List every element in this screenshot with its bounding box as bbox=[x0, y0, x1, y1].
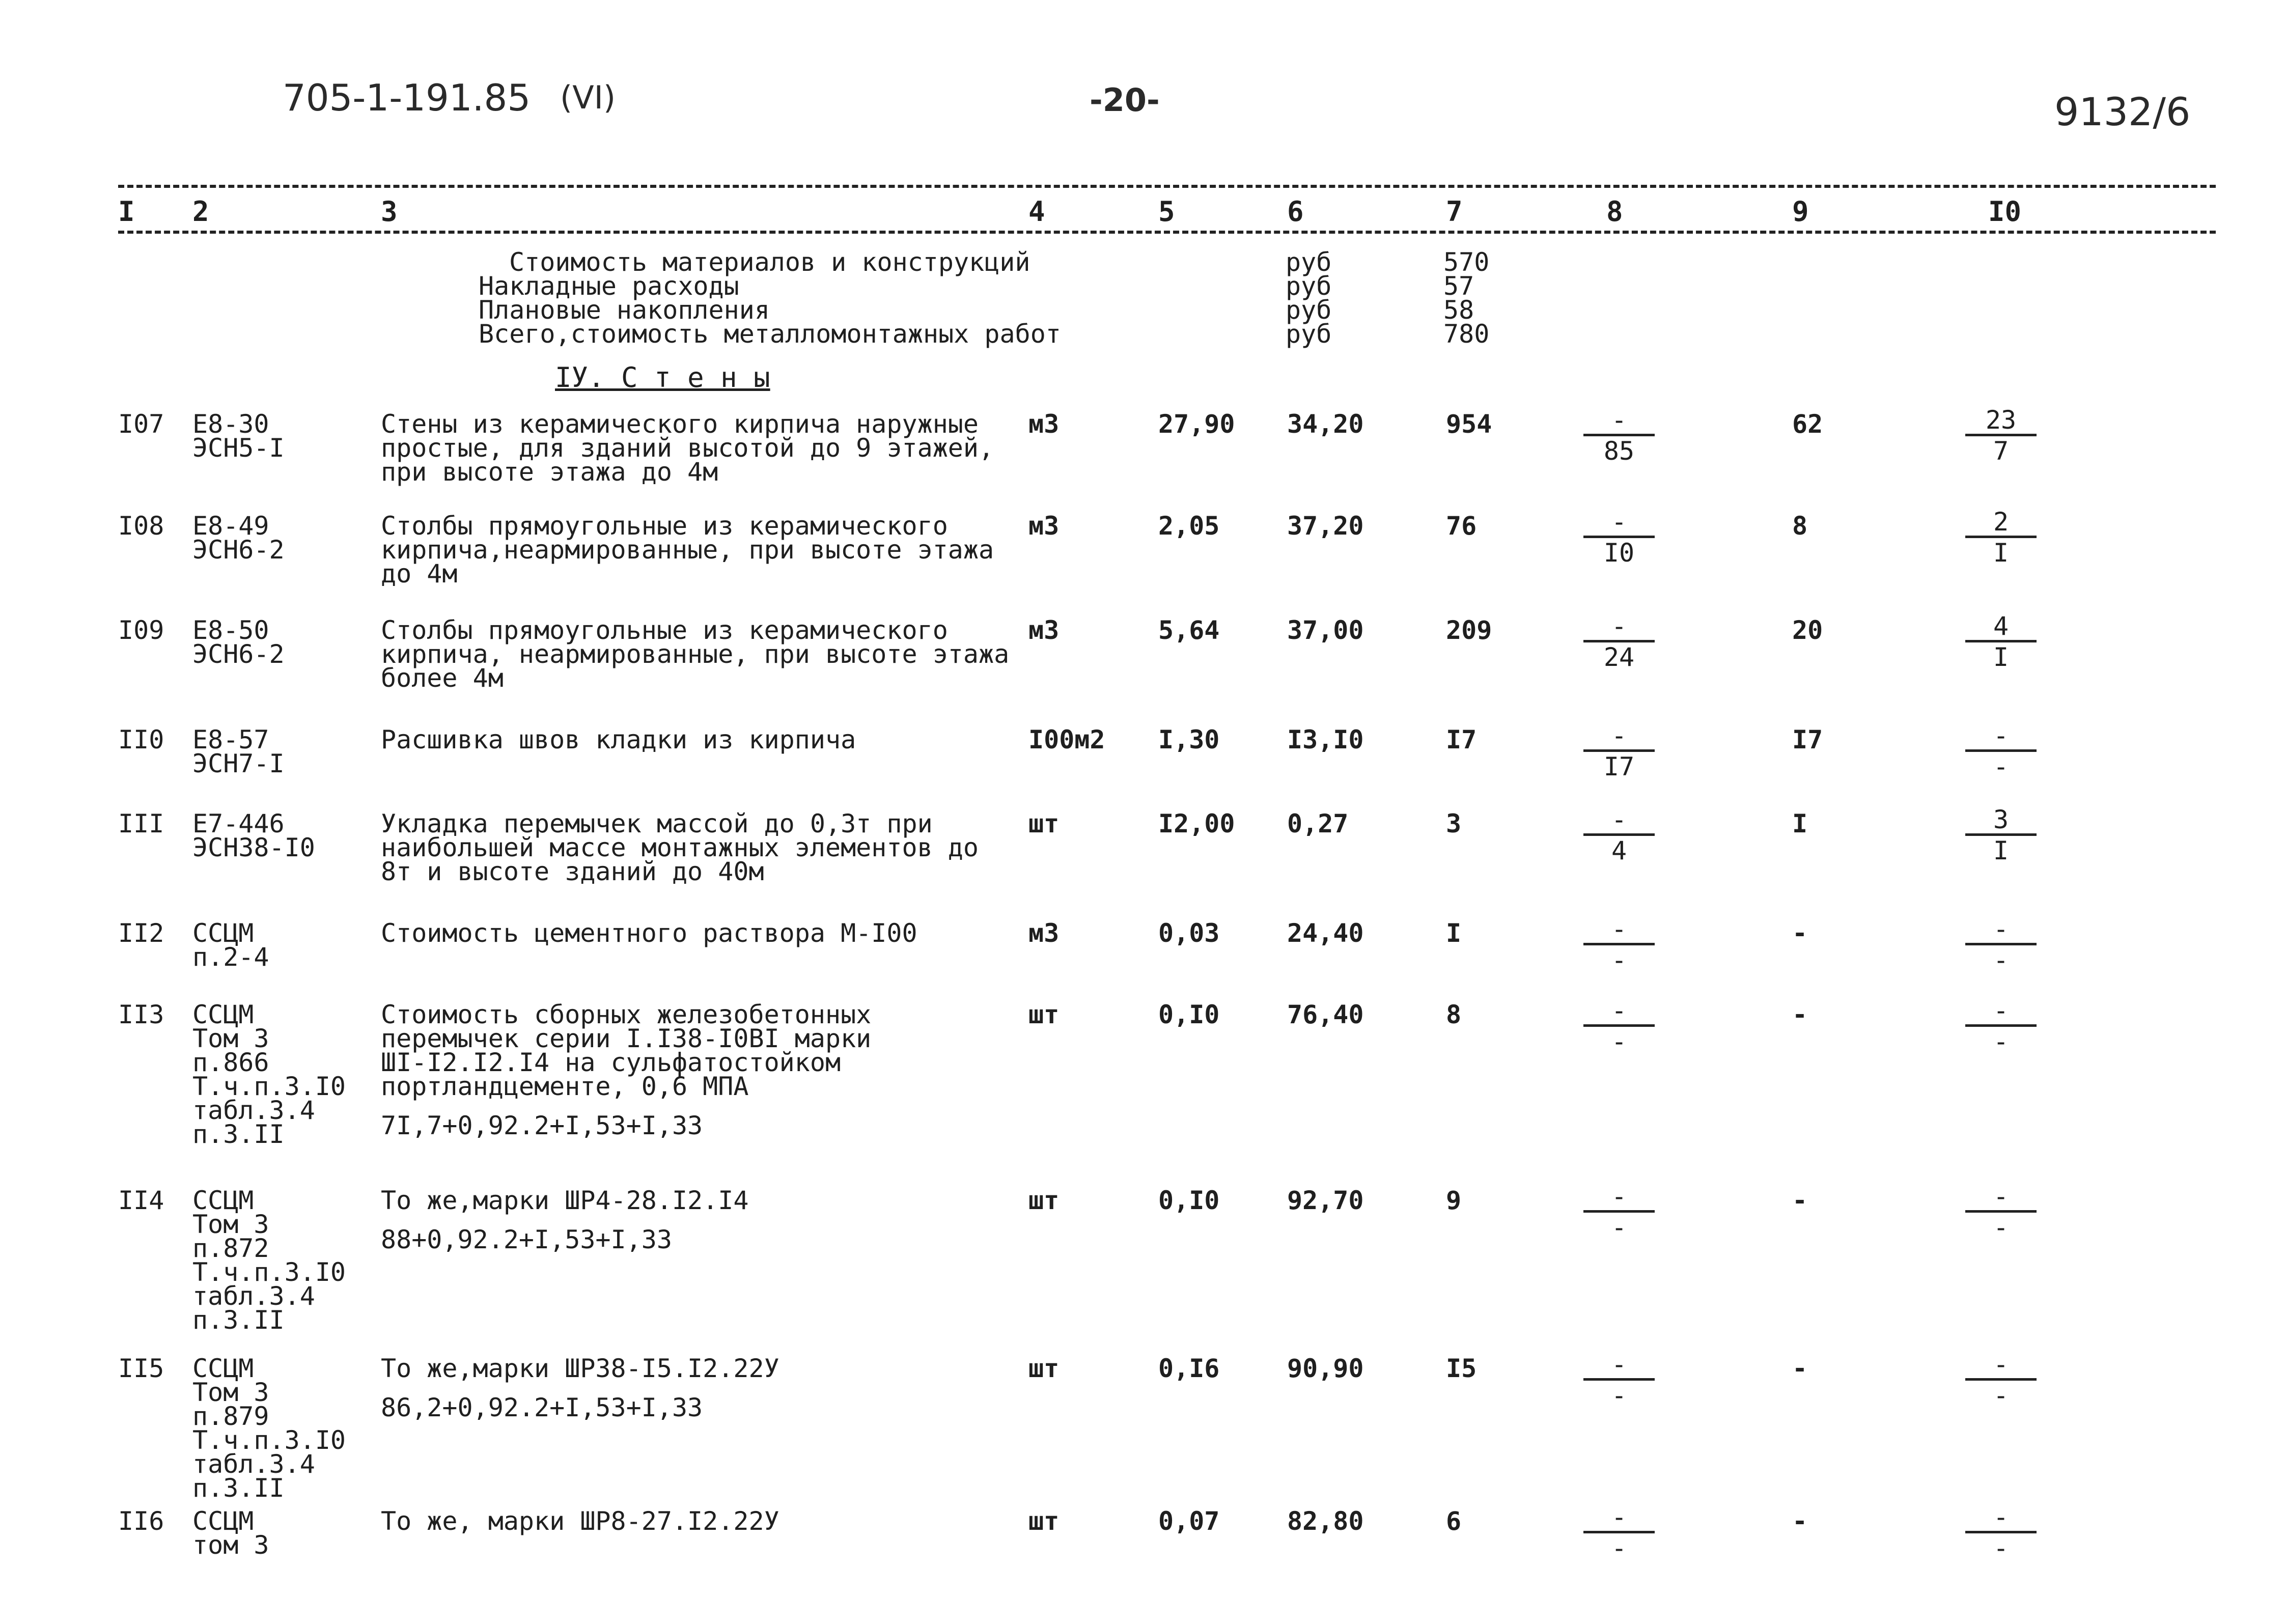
unit-price: 82,80 bbox=[1287, 1506, 1364, 1536]
doc-code: 705-1-191.85 bbox=[283, 76, 531, 119]
top-rule bbox=[118, 185, 2216, 188]
total-cost: 9 bbox=[1446, 1186, 1462, 1215]
rate-code-line: Е8-57 bbox=[192, 725, 269, 754]
volume-mark: (VI) bbox=[560, 79, 616, 116]
col10-fraction bbox=[1965, 807, 2037, 863]
rate-code-line: ССЦМ bbox=[192, 918, 254, 948]
summary-value: 570 bbox=[1443, 247, 1490, 277]
rate-code bbox=[192, 615, 285, 669]
row-number: I08 bbox=[118, 511, 164, 541]
row-number: II4 bbox=[118, 1186, 164, 1215]
summary-value: 780 bbox=[1443, 319, 1490, 349]
col10-fraction-top: - bbox=[1993, 721, 2009, 750]
rate-code-line: п.3.II bbox=[192, 1119, 285, 1149]
unit: м3 bbox=[1028, 615, 1060, 645]
col10-fraction-bottom: I bbox=[1993, 836, 2009, 865]
section-title: IУ. С т е н ы bbox=[555, 361, 770, 394]
col10-fraction-top: 2 bbox=[1993, 507, 2009, 537]
work-description-line: Стоимость цементного раствора М-I00 bbox=[381, 918, 917, 948]
summary-value: 57 bbox=[1443, 271, 1474, 301]
work-description-line: наибольшей массе монтажных элементов до bbox=[381, 833, 979, 862]
quantity: 0,07 bbox=[1158, 1506, 1220, 1536]
col-num-1: I bbox=[118, 195, 135, 228]
col8-fraction-top: - bbox=[1611, 405, 1627, 435]
price-formula: 86,2+0,92.2+I,53+I,33 bbox=[381, 1393, 703, 1422]
quantity: 2,05 bbox=[1158, 511, 1220, 541]
rate-code-line: Е8-30 bbox=[192, 409, 269, 439]
total-cost: 209 bbox=[1446, 615, 1492, 645]
rate-code-line: том 3 bbox=[192, 1530, 269, 1560]
unit-price: 90,90 bbox=[1287, 1354, 1364, 1383]
total-cost: 954 bbox=[1446, 409, 1492, 439]
col9-value: - bbox=[1792, 1186, 1808, 1215]
col9-value: 20 bbox=[1792, 615, 1823, 645]
rate-code bbox=[192, 918, 269, 972]
col8-fraction bbox=[1583, 407, 1655, 464]
col10-fraction-bottom: - bbox=[1993, 1533, 2009, 1563]
col8-fraction bbox=[1583, 1184, 1655, 1240]
work-description-line: более 4м bbox=[381, 663, 504, 693]
col10-fraction-bottom: I bbox=[1993, 642, 2009, 672]
rate-code-line: Т.ч.п.3.I0 bbox=[192, 1425, 346, 1455]
work-description-line: Столбы прямоугольные из керамического bbox=[381, 615, 948, 645]
work-description bbox=[381, 809, 979, 886]
col9-value: 62 bbox=[1792, 409, 1823, 439]
col8-fraction-bottom: - bbox=[1611, 1533, 1627, 1563]
col10-fraction-top: - bbox=[1993, 1502, 2009, 1532]
work-description-line: кирпича, неармированные, при высоте этажа bbox=[381, 639, 1010, 669]
work-description-line: То же,марки ШР38-I5.I2.22У bbox=[381, 1354, 779, 1383]
col10-fraction bbox=[1965, 1504, 2037, 1561]
quantity: 0,03 bbox=[1158, 918, 1220, 948]
rate-code-line: Т.ч.п.3.I0 bbox=[192, 1072, 346, 1101]
rate-code bbox=[192, 511, 285, 565]
summary-unit: руб bbox=[1286, 319, 1332, 349]
row-number: II3 bbox=[118, 1000, 164, 1029]
col8-fraction-top: - bbox=[1611, 1502, 1627, 1532]
rate-code-line: табл.3.4 bbox=[192, 1449, 315, 1479]
work-description bbox=[381, 1000, 872, 1101]
quantity: 0,I6 bbox=[1158, 1354, 1220, 1383]
row-number: II6 bbox=[118, 1506, 164, 1536]
rate-code-line: Том 3 bbox=[192, 1378, 269, 1407]
col-num-3: 3 bbox=[381, 195, 398, 228]
col10-fraction-top: 4 bbox=[1993, 611, 2009, 641]
col10-fraction bbox=[1965, 916, 2037, 973]
work-description-line: Стены из керамического кирпича наружные bbox=[381, 409, 979, 439]
work-description-line: перемычек серии I.I38-I0ВI марки bbox=[381, 1024, 872, 1053]
rate-code-line: ССЦМ bbox=[192, 1506, 254, 1536]
quantity: 27,90 bbox=[1158, 409, 1235, 439]
rate-code bbox=[192, 725, 285, 778]
col10-fraction-bottom: - bbox=[1993, 945, 2009, 975]
col9-value: I7 bbox=[1792, 725, 1823, 754]
col8-fraction-top: - bbox=[1611, 507, 1627, 537]
unit: шт bbox=[1028, 1354, 1060, 1383]
unit: I00м2 bbox=[1028, 725, 1105, 754]
total-cost: 8 bbox=[1446, 1000, 1462, 1029]
summary-label: Плановые накопления bbox=[479, 295, 770, 325]
rate-code-line: ЭСН6-2 bbox=[192, 639, 285, 669]
total-cost: 3 bbox=[1446, 809, 1462, 838]
summary-label: Стоимость материалов и конструкций bbox=[509, 247, 1030, 277]
work-description-line: То же, марки ШР8-27.I2.22У bbox=[381, 1506, 779, 1536]
rate-code-line: табл.3.4 bbox=[192, 1096, 315, 1125]
work-description-line: при высоте этажа до 4м bbox=[381, 457, 718, 487]
col10-fraction bbox=[1965, 613, 2037, 670]
header-rule bbox=[118, 231, 2216, 234]
rate-code-line: п.879 bbox=[192, 1402, 269, 1431]
work-description-line: Расшивка швов кладки из кирпича bbox=[381, 725, 856, 754]
row-number: II5 bbox=[118, 1354, 164, 1383]
work-description-line: простые, для зданий высотой до 9 этажей, bbox=[381, 433, 994, 463]
work-description-line: Укладка перемычек массой до 0,3т при bbox=[381, 809, 933, 838]
total-cost: I5 bbox=[1446, 1354, 1477, 1383]
col10-fraction-top: 23 bbox=[1985, 405, 2017, 435]
price-formula: 88+0,92.2+I,53+I,33 bbox=[381, 1225, 672, 1254]
rate-code-line: Т.ч.п.3.I0 bbox=[192, 1257, 346, 1287]
rate-code-line: п.872 bbox=[192, 1234, 269, 1263]
col8-fraction-bottom: - bbox=[1611, 945, 1627, 975]
col8-fraction bbox=[1583, 916, 1655, 973]
col-num-10: I0 bbox=[1988, 195, 2022, 228]
col10-fraction-bottom: - bbox=[1993, 1027, 2009, 1056]
rate-code-line: Том 3 bbox=[192, 1210, 269, 1239]
row-number: II2 bbox=[118, 918, 164, 948]
col9-value: 8 bbox=[1792, 511, 1808, 541]
rate-code bbox=[192, 1186, 346, 1335]
unit: м3 bbox=[1028, 511, 1060, 541]
quantity: 0,I0 bbox=[1158, 1186, 1220, 1215]
col8-fraction-top: - bbox=[1611, 805, 1627, 834]
unit: шт bbox=[1028, 1000, 1060, 1029]
unit-price: 37,00 bbox=[1287, 615, 1364, 645]
col10-fraction-bottom: I bbox=[1993, 538, 2009, 568]
unit: шт bbox=[1028, 1506, 1060, 1536]
col10-fraction-bottom: - bbox=[1993, 1381, 2009, 1410]
unit: м3 bbox=[1028, 409, 1060, 439]
col-num-8: 8 bbox=[1606, 195, 1623, 228]
rate-code-line: п.3.II bbox=[192, 1473, 285, 1503]
work-description-line: Столбы прямоугольные из керамического bbox=[381, 511, 948, 541]
unit-price: 0,27 bbox=[1287, 809, 1349, 838]
rate-code-line: п.866 bbox=[192, 1048, 269, 1077]
rate-code-line: ЭСН38-I0 bbox=[192, 833, 315, 862]
work-description bbox=[381, 725, 856, 754]
total-cost: I7 bbox=[1446, 725, 1477, 754]
col8-fraction-top: - bbox=[1611, 914, 1627, 944]
rate-code-line: Е7-446 bbox=[192, 809, 285, 838]
work-description-line: портландцементе, 0,6 МПА bbox=[381, 1072, 749, 1101]
quantity: I2,00 bbox=[1158, 809, 1235, 838]
col10-fraction-bottom: - bbox=[1993, 752, 2009, 781]
work-description bbox=[381, 615, 1010, 693]
col9-value: - bbox=[1792, 1354, 1808, 1383]
col9-value: - bbox=[1792, 918, 1808, 948]
work-description-line: до 4м bbox=[381, 559, 458, 589]
total-cost: 6 bbox=[1446, 1506, 1462, 1536]
col8-fraction-bottom: I7 bbox=[1603, 752, 1635, 781]
quantity: I,30 bbox=[1158, 725, 1220, 754]
rate-code-line: ССЦМ bbox=[192, 1354, 254, 1383]
col10-fraction-top: - bbox=[1993, 996, 2009, 1025]
col10-fraction-top: 3 bbox=[1993, 805, 2009, 834]
col10-fraction-bottom: - bbox=[1993, 1213, 2009, 1242]
col9-value: - bbox=[1792, 1000, 1808, 1029]
unit-price: 76,40 bbox=[1287, 1000, 1364, 1029]
work-description bbox=[381, 918, 917, 948]
col8-fraction-bottom: - bbox=[1611, 1213, 1627, 1242]
col9-value: - bbox=[1792, 1506, 1808, 1536]
rate-code bbox=[192, 809, 315, 862]
rate-code bbox=[192, 1506, 269, 1560]
col10-fraction-top: - bbox=[1993, 914, 2009, 944]
work-description bbox=[381, 1186, 749, 1215]
work-description-line: 8т и высоте зданий до 40м bbox=[381, 857, 764, 886]
col8-fraction-top: - bbox=[1611, 1350, 1627, 1379]
col8-fraction bbox=[1583, 613, 1655, 670]
total-cost: 76 bbox=[1446, 511, 1477, 541]
rate-code-line: ЭСН7-I bbox=[192, 749, 285, 778]
row-number: II0 bbox=[118, 725, 164, 754]
summary-unit: руб bbox=[1286, 271, 1332, 301]
col8-fraction-top: - bbox=[1611, 996, 1627, 1025]
rate-code-line: п.3.II bbox=[192, 1305, 285, 1335]
rate-code-line: ЭСН6-2 bbox=[192, 535, 285, 565]
col-num-5: 5 bbox=[1158, 195, 1175, 228]
quantity: 0,I0 bbox=[1158, 1000, 1220, 1029]
work-description-line: ШI-I2.I2.I4 на сульфатостойком bbox=[381, 1048, 841, 1077]
col10-fraction-bottom: 7 bbox=[1993, 436, 2009, 466]
rate-code-line: п.2-4 bbox=[192, 942, 269, 972]
col8-fraction bbox=[1583, 1504, 1655, 1561]
col10-fraction-top: - bbox=[1993, 1182, 2009, 1211]
col10-fraction bbox=[1965, 1352, 2037, 1408]
unit-price: 34,20 bbox=[1287, 409, 1364, 439]
col8-fraction bbox=[1583, 723, 1655, 779]
summary-label: Накладные расходы bbox=[479, 271, 739, 301]
unit-price: 24,40 bbox=[1287, 918, 1364, 948]
work-description bbox=[381, 1354, 779, 1383]
rate-code bbox=[192, 1000, 346, 1149]
col8-fraction bbox=[1583, 807, 1655, 863]
rate-code-line: ЭСН5-I bbox=[192, 433, 285, 463]
work-description-line: Стоимость сборных железобетонных bbox=[381, 1000, 872, 1029]
work-description bbox=[381, 1506, 779, 1536]
work-description-line: кирпича,неармированные, при высоте этажа bbox=[381, 535, 994, 565]
unit-price: 92,70 bbox=[1287, 1186, 1364, 1215]
summary-unit: руб bbox=[1286, 295, 1332, 325]
row-number: I07 bbox=[118, 409, 164, 439]
rate-code bbox=[192, 1354, 346, 1503]
unit-price: 37,20 bbox=[1287, 511, 1364, 541]
rate-code-line: ССЦМ bbox=[192, 1000, 254, 1029]
col8-fraction-bottom: I0 bbox=[1603, 538, 1635, 568]
col8-fraction bbox=[1583, 1352, 1655, 1408]
col8-fraction-top: - bbox=[1611, 1182, 1627, 1211]
work-description bbox=[381, 511, 994, 589]
quantity: 5,64 bbox=[1158, 615, 1220, 645]
col-num-4: 4 bbox=[1028, 195, 1045, 228]
col8-fraction-bottom: 4 bbox=[1611, 836, 1627, 865]
summary-value: 58 bbox=[1443, 295, 1474, 325]
col-num-9: 9 bbox=[1792, 195, 1809, 228]
col10-fraction bbox=[1965, 1184, 2037, 1240]
rate-code-line: Е8-49 bbox=[192, 511, 269, 541]
col10-fraction bbox=[1965, 407, 2037, 464]
col8-fraction-bottom: 85 bbox=[1603, 436, 1635, 466]
rate-code-line: Е8-50 bbox=[192, 615, 269, 645]
col8-fraction bbox=[1583, 998, 1655, 1054]
rate-code-line: ССЦМ bbox=[192, 1186, 254, 1215]
col-num-7: 7 bbox=[1446, 195, 1463, 228]
rate-code-line: Том 3 bbox=[192, 1024, 269, 1053]
row-number: I09 bbox=[118, 615, 164, 645]
col10-fraction bbox=[1965, 998, 2037, 1054]
col8-fraction-top: - bbox=[1611, 611, 1627, 641]
col9-value: I bbox=[1792, 809, 1808, 838]
unit: шт bbox=[1028, 809, 1060, 838]
rate-code-line: табл.3.4 bbox=[192, 1281, 315, 1311]
work-description-line: То же,марки ШР4-28.I2.I4 bbox=[381, 1186, 749, 1215]
row-number: III bbox=[118, 809, 164, 838]
col10-fraction bbox=[1965, 509, 2037, 566]
work-description bbox=[381, 409, 994, 487]
col-num-2: 2 bbox=[192, 195, 209, 228]
page-number: -20- bbox=[1090, 81, 1160, 119]
col-num-6: 6 bbox=[1287, 195, 1304, 228]
col8-fraction-top: - bbox=[1611, 721, 1627, 750]
unit-price: I3,I0 bbox=[1287, 725, 1364, 754]
summary-label: Всего,стоимость металломонтажных работ bbox=[479, 319, 1061, 349]
price-formula: 7I,7+0,92.2+I,53+I,33 bbox=[381, 1111, 703, 1140]
sheet-number: 9132/6 bbox=[2054, 89, 2191, 134]
unit: шт bbox=[1028, 1186, 1060, 1215]
summary-unit: руб bbox=[1286, 247, 1332, 277]
unit: м3 bbox=[1028, 918, 1060, 948]
rate-code bbox=[192, 409, 285, 463]
col8-fraction-bottom: - bbox=[1611, 1381, 1627, 1410]
col8-fraction-bottom: 24 bbox=[1603, 642, 1635, 672]
col10-fraction-top: - bbox=[1993, 1350, 2009, 1379]
col10-fraction bbox=[1965, 723, 2037, 779]
col8-fraction bbox=[1583, 509, 1655, 566]
col8-fraction-bottom: - bbox=[1611, 1027, 1627, 1056]
total-cost: I bbox=[1446, 918, 1462, 948]
